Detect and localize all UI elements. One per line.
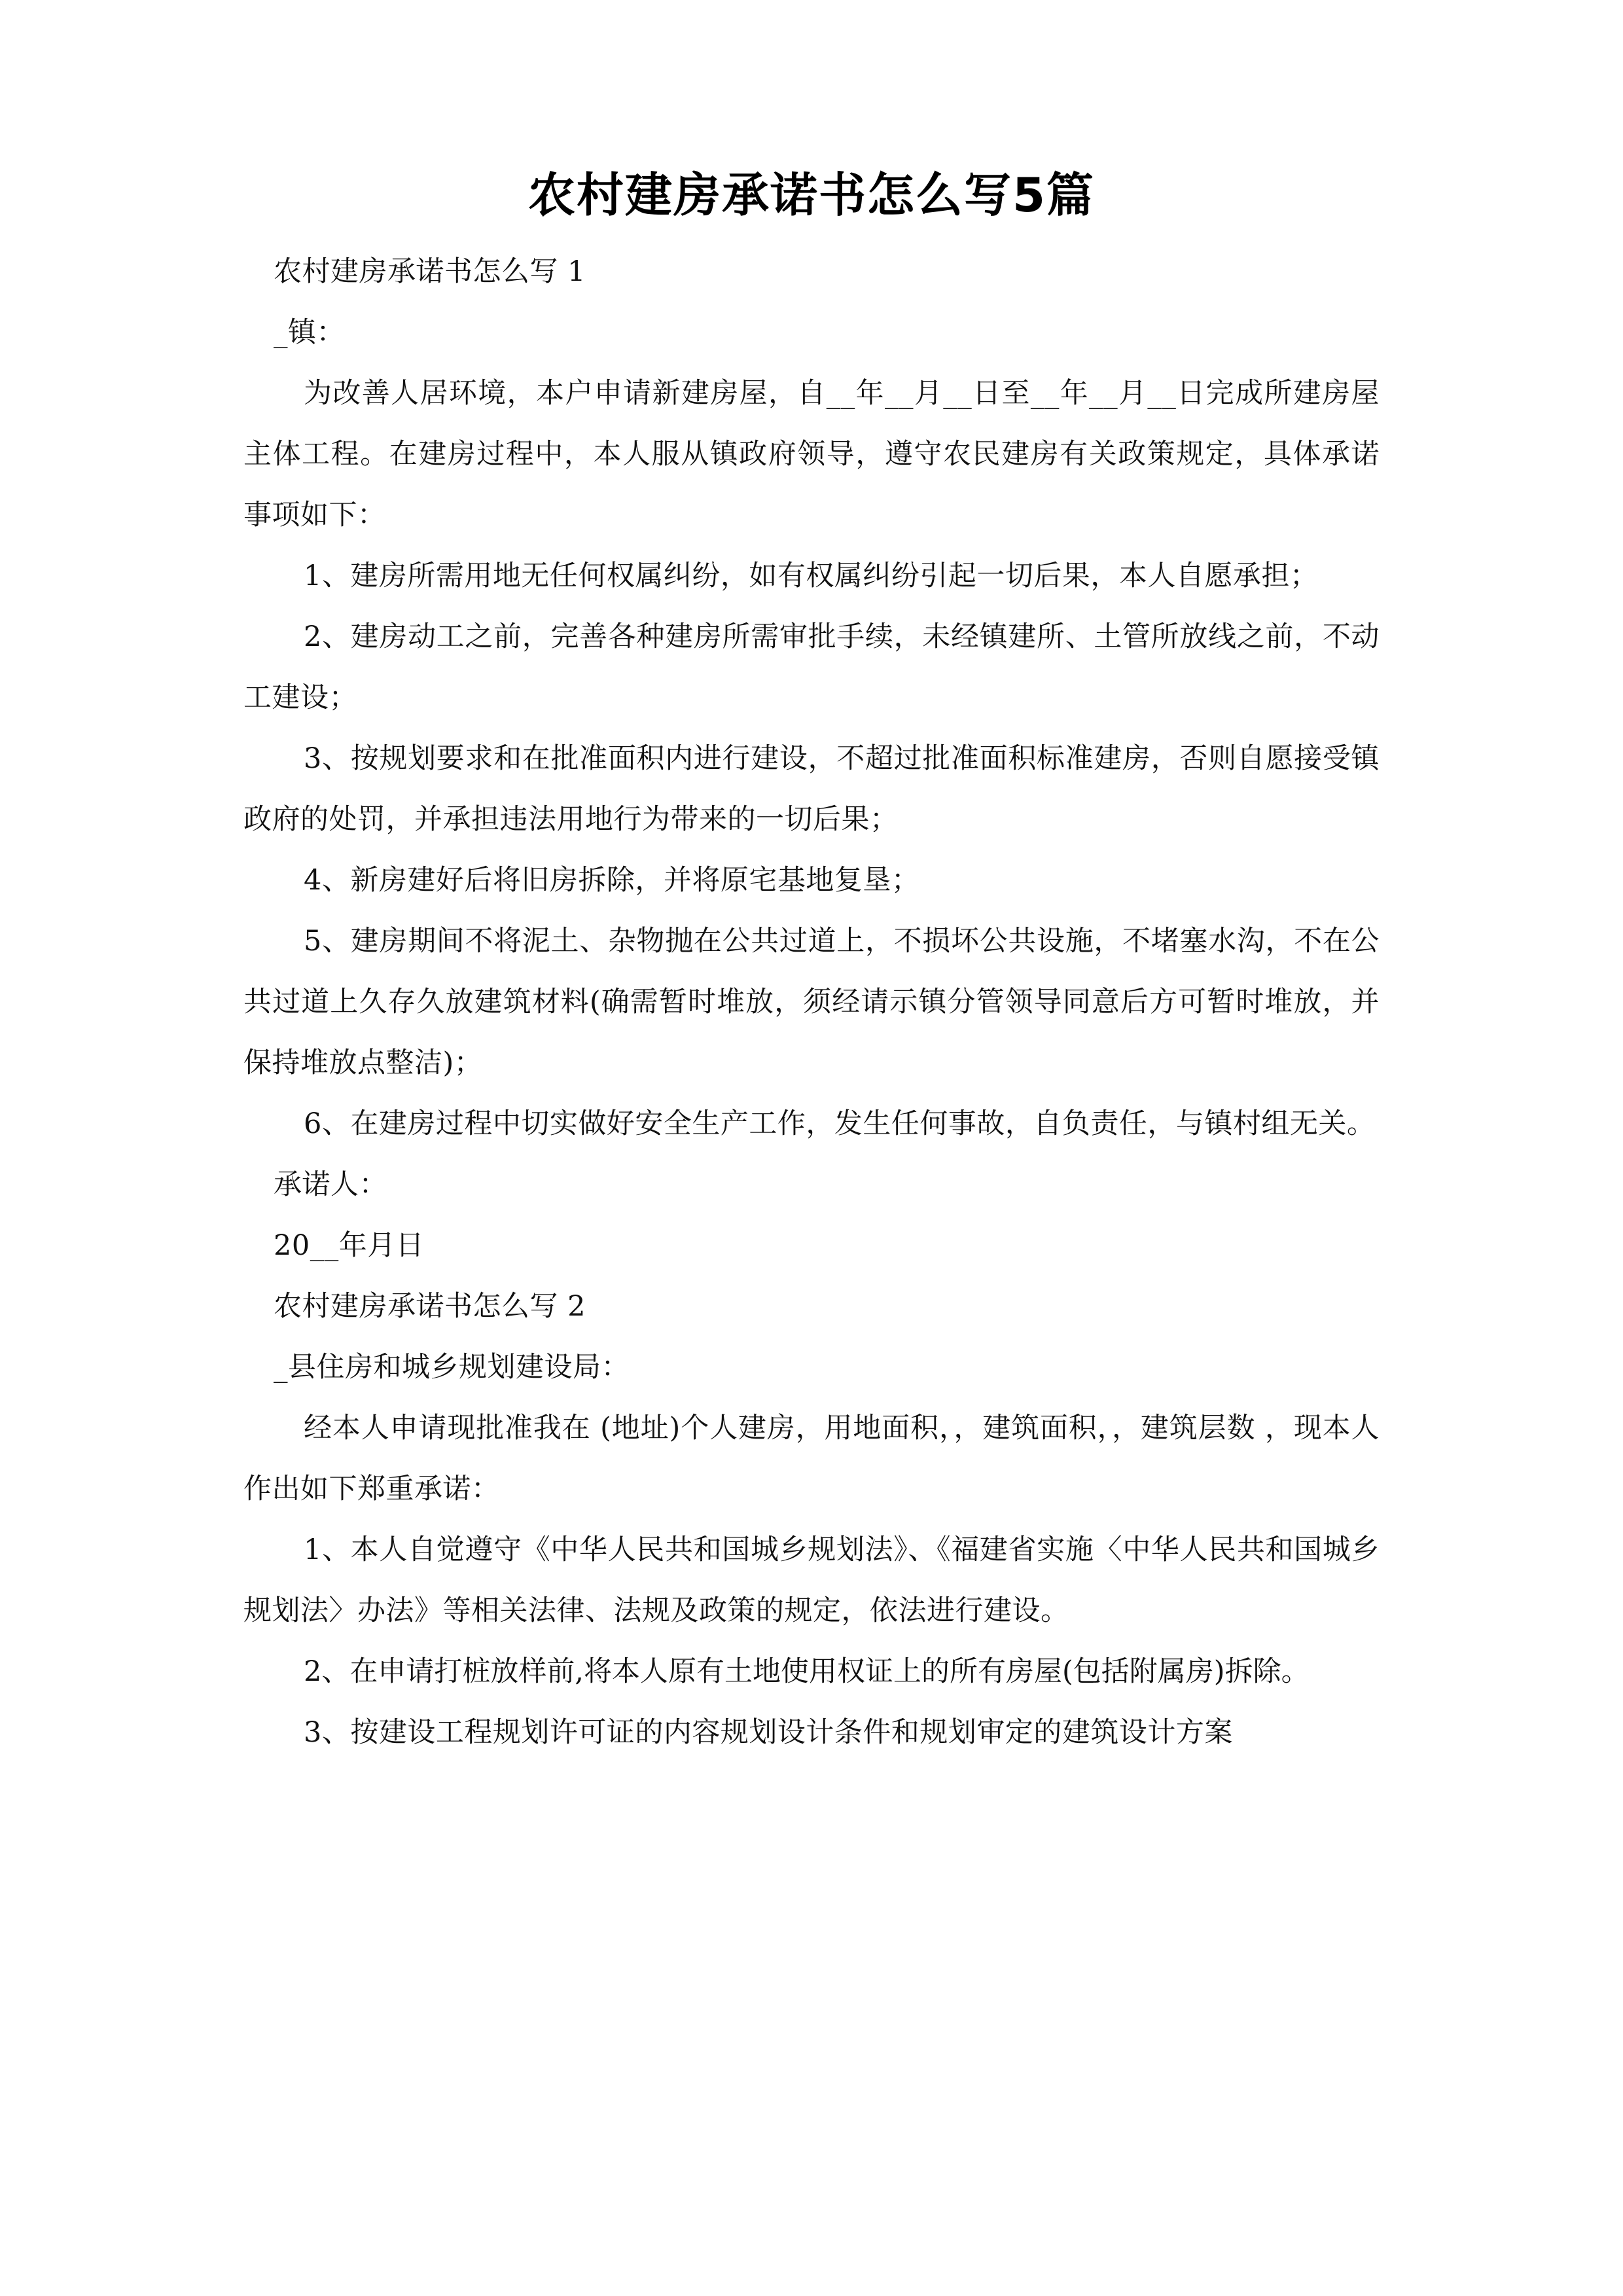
paragraph: 承诺人： [274, 1168, 387, 1202]
paragraph: 1、本人自觉遵守《中华人民共和国城乡规划法》、《福建省实施〈中华人民共和国城乡规划法〉办法》等相关法律、法规及政策的规定，依法进行建设。 [243, 1534, 1380, 1628]
paragraph: 为改善人居环境，本户申请新建房屋，自__年__月__日至__年__月__日完成所建房屋主体工程。在建房过程中，本人服从镇政府领导，遵守农民建房有关政策规定，具体承诺事项如下： [243, 377, 1380, 532]
paragraph: 5、建房期间不将泥土、杂物抛在公共过道上，不损坏公共设施，不堵塞水沟，不在公共过道上久存久放建筑材料(确需暂时堆放，须经请示镇分管领导同意后方可暂时堆放，并保持堆放点整洁)； [243, 925, 1380, 1080]
paragraph: 经本人申请现批准我在 (地址)个人建房，用地面积，，建筑面积，，建筑层数 ，现本人作出如下郑重承诺： [243, 1412, 1380, 1506]
paragraph: 6、在建房过程中切实做好安全生产工作，发生任何事故，自负责任，与镇村组无关。 [304, 1107, 1376, 1141]
paragraph: 20__年月日 [274, 1229, 425, 1263]
paragraph: 3、按建设工程规划许可证的内容规划设计条件和规划审定的建筑设计方案 [304, 1716, 1233, 1749]
paragraph: 1、建房所需用地无任何权属纠纷，如有权属纠纷引起一切后果，本人自愿承担； [304, 560, 1319, 593]
paragraph: 2、在申请打桩放样前,将本人原有土地使用权证上的所有房屋(包括附属房)拆除。 [304, 1655, 1310, 1689]
document-body [243, 164, 1380, 1763]
paragraph-list [243, 242, 1380, 1763]
paragraph: 农村建房承诺书怎么写 1 [274, 255, 586, 289]
paragraph: _镇： [274, 316, 345, 350]
paragraph: 3、按规划要求和在批准面积内进行建设，不超过批准面积标准建房，否则自愿接受镇政府的处罚，并承担违法用地行为带来的一切后果； [243, 742, 1380, 836]
paragraph: _县住房和城乡规划建设局： [274, 1351, 630, 1384]
page-title: 农村建房承诺书怎么写5篇 [527, 168, 1096, 223]
paragraph: 农村建房承诺书怎么写 2 [274, 1290, 586, 1323]
paragraph: 4、新房建好后将旧房拆除，并将原宅基地复垦； [304, 864, 920, 897]
paragraph: 2、建房动工之前，完善各种建房所需审批手续，未经镇建所、土管所放线之前，不动工建设； [243, 620, 1380, 715]
